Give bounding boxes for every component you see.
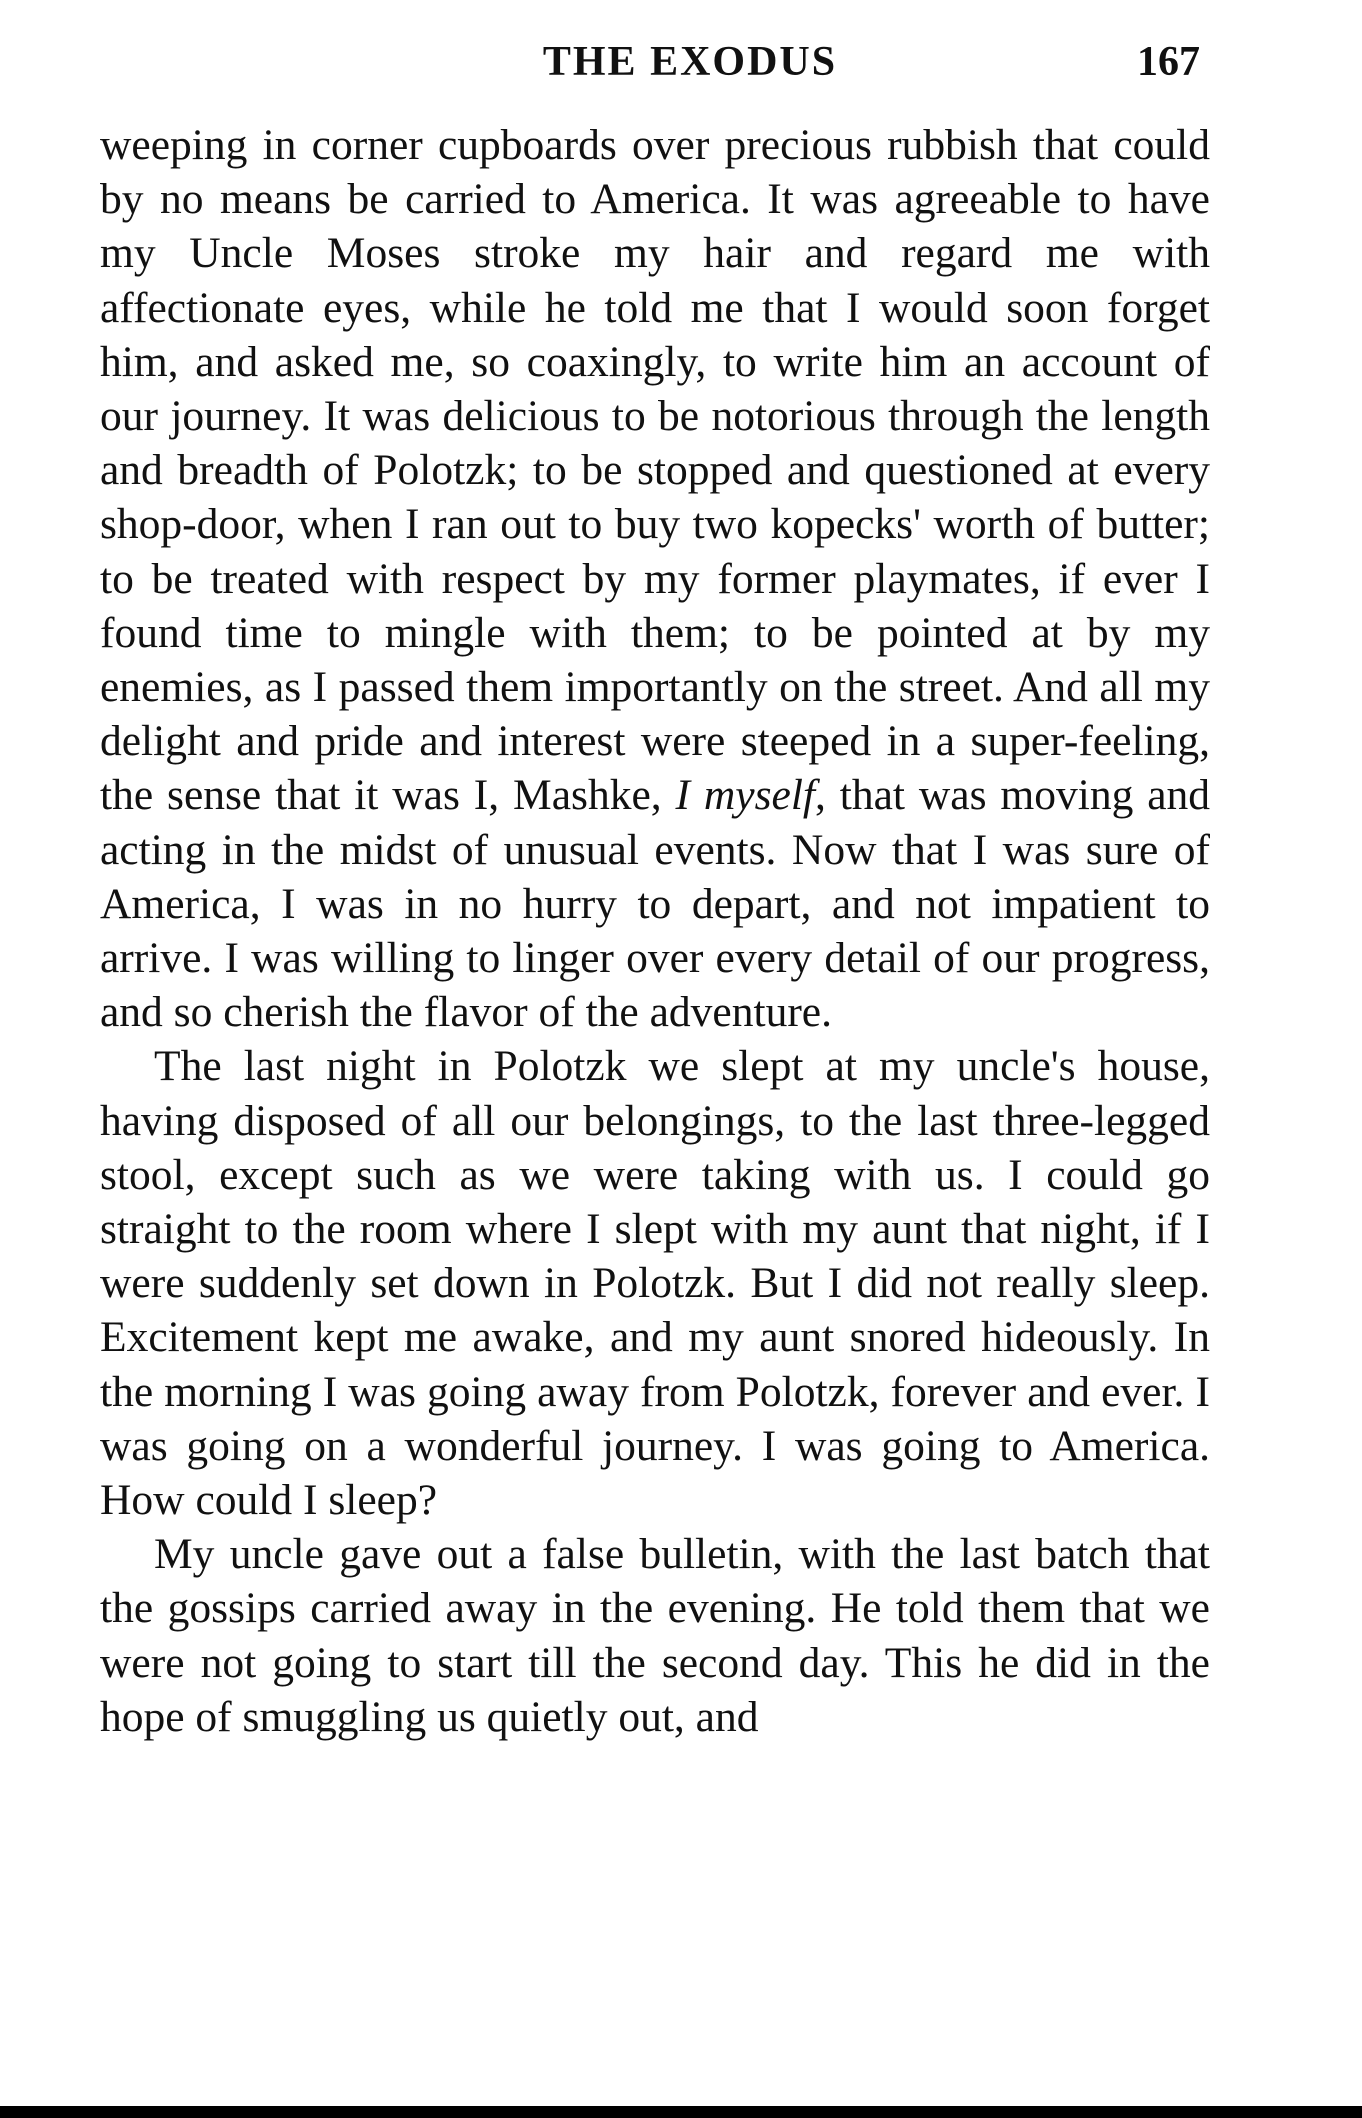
running-head bbox=[100, 30, 1200, 90]
scan-edge-rule bbox=[0, 2106, 1362, 2118]
paragraph-1 bbox=[100, 118, 1210, 1039]
paragraph-2: The last night in Polotzk we slept at my uncle's house, having disposed of all our belongings, to the last three-legged stool, except such as we were taking with us. I could go straight to the room where I slept with my aunt that night, if I were suddenly set down in Polotzk. But I did not really sleep. Excitement kept me awake, and my aunt snored hideously. In the morning I was going away from Polotzk, forever and ever. I was going on a wonderful journey. I was going to America. How could I sleep? bbox=[100, 1042, 1210, 1525]
emphasis-text: I myself bbox=[675, 771, 816, 820]
page-number: 167 bbox=[1137, 39, 1200, 85]
running-title: THE EXODUS bbox=[542, 39, 838, 85]
paragraph-1-text-b: , that was moving and acting in the midst of unusual events. Now that I was sure of America, I was in no hurry to depart, and not impatient to arrive. I was willing to linger over every detail of our progress, and so cherish the flavor of the adventure. bbox=[100, 771, 1211, 1037]
body-text bbox=[100, 118, 1210, 1744]
paragraph-3: My uncle gave out a false bulletin, with the last batch that the gossips carried away in the evening. He told them that we were not going to start till the second day. This he did in the hope of smuggling us quietly out, and bbox=[100, 1530, 1210, 1741]
paragraph-1-text-a: weeping in corner cupboards over precious rubbish that could by no means be carried to America. It was agreeable to have my Uncle Moses stroke my hair and regard me with affectionate eyes, while he told me that I would soon forget him, and asked me, so coaxingly, to write him an account of our journey. It was delicious to be notorious through the length and breadth of Polotzk; to be stopped and questioned at every shop-door, when I ran out to buy two kopecks' worth of butter; to be treated with respect by my former playmates, if ever I found time to mingle with them; to be pointed at by my enemies, as I passed them importantly on the street. And all my delight and pride and interest were steeped in a super-feeling, the sense that it was I, Mashke, bbox=[100, 121, 1210, 820]
